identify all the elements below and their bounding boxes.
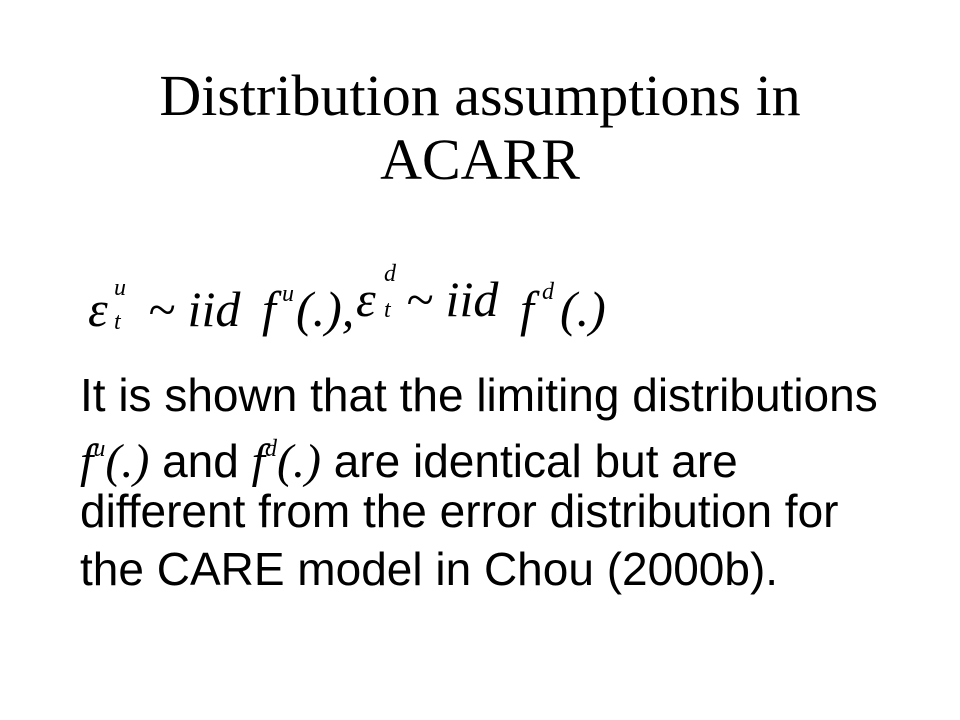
f-down-inline [252,435,321,488]
f-up-inline-superscript: u [93,436,106,462]
slide-title [0,64,960,192]
body-line-2-rest: are identical but are [320,435,738,487]
body-line-2 [80,424,900,488]
epsilon-up-superscript: u [114,275,126,301]
body-line-1: It is shown that the limiting distributions [80,369,878,421]
epsilon-down-symbol: ε [356,271,376,327]
f-down-args: (.) [560,281,606,337]
body-line-4: the CARE model in Chou (2000b). [80,543,779,595]
epsilon-down-superscript: d [384,261,396,287]
f-up: f [262,281,276,337]
title-line-1: Distribution assumptions in [159,63,801,128]
f-down: f [520,281,534,337]
f-down-superscript: d [542,279,554,305]
relation-up: ~ iid [148,281,241,337]
f-down-inline-letter: f [251,435,265,488]
f-up-args: (.), [296,281,355,337]
and-word: and [149,435,252,487]
f-up-inline-letter: f [80,435,94,488]
body-paragraph [80,366,900,598]
f-down-inline-args: (.) [276,435,321,488]
f-up-superscript: u [282,281,294,307]
epsilon-up-subscript: t [114,309,121,335]
epsilon-down-subscript: t [384,297,391,323]
f-up-inline [80,435,149,488]
epsilon-up-symbol: ε [88,281,108,337]
f-up-inline-args: (.) [105,435,150,488]
relation-down: ~ iid [406,271,499,327]
title-line-2: ACARR [380,127,580,192]
body-line-3: different from the error distribution for [80,485,839,537]
f-down-inline-superscript: d [264,436,277,462]
